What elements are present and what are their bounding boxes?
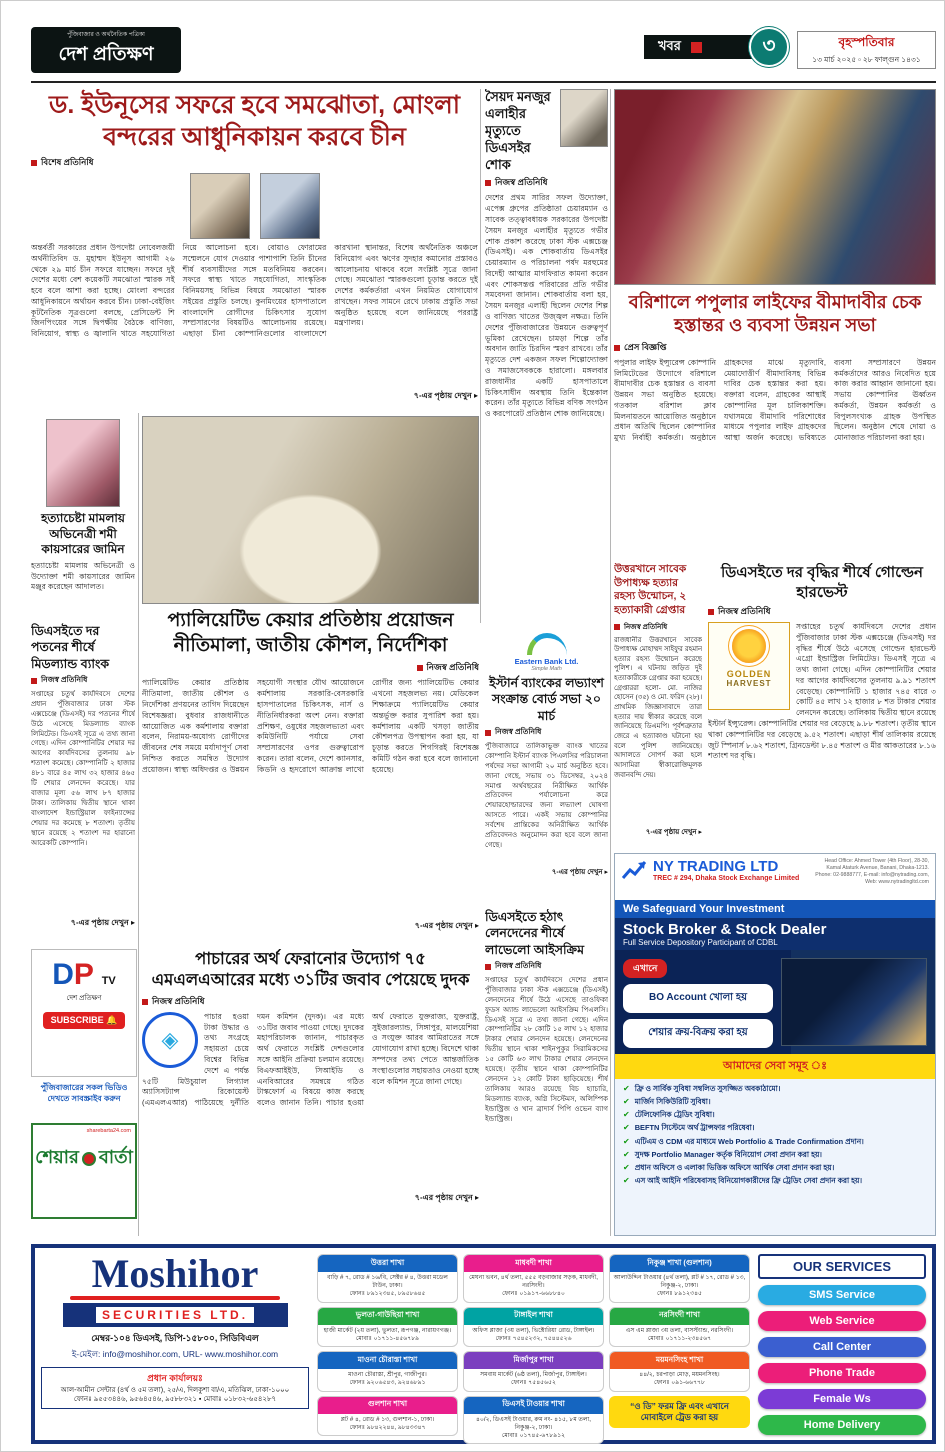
golden-byline: নিজস্ব প্রতিনিধি: [708, 605, 936, 619]
byline-bullet-icon: [485, 730, 491, 736]
ny-service-item: ✔ সুদক্ষ Portfolio Manager কর্তৃক বিনিয়োগ সেবা প্রদান করা হয়।: [623, 1149, 822, 1159]
web-service-button[interactable]: Web Service: [758, 1311, 926, 1331]
newspaper-logo: [31, 27, 181, 73]
shomi-body: হত্যাচেষ্টা মামলায় অভিনেত্রী ও উদ্যোক্তা শমী কায়সারের জামিন মঞ্জুর করেছেন আদালত।: [31, 560, 135, 592]
article-palliative: [142, 609, 479, 944]
lead-photos: [31, 173, 478, 239]
moshihor-head-office: প্রধান কার্যালয়ঃ আল-আমীন সেন্টার (৪র্থ ও ৫ম তলা), ২৫/এ, দিলকুশা বা/এ, মতিঝিল, ঢাকা-১০০০ ফোনঃ ৯৫৫৩৪৪৬, ৯৫৬৪৫৪৬, ৯৫৮৮৩২১ ▪ মোবাঃ ০১৮৩২-৬৫৪২৮৭: [41, 1367, 309, 1409]
golden-harvest-logo: GOLDEN HARVEST: [708, 622, 790, 710]
branch-card: টাঙ্গাইল শাখা অফিস প্লাজা (৩য় তলা), ভিক্টোরিয়া রোড, টাঙ্গাইল। ফোনঃ ৭৫৪৫২৩২, ৭৫৪৪৫২৬: [463, 1307, 604, 1347]
continued-marker: ৭-এর পৃষ্ঠায় দেখুন ▸: [645, 828, 702, 836]
ny-service-item: ✔ এস আই আইনি পরিষেবাসহ বিনিয়োগকারীদের ফ্রি ট্রেডিং সেবা প্রদান করা হয়।: [623, 1175, 863, 1185]
continued-marker: ৭-এর পৃষ্ঠায় দেখুন ▸: [414, 921, 479, 931]
article-eastern: [485, 633, 608, 903]
day-name: বৃহস্পতিবার: [838, 35, 895, 49]
check-icon: ✔: [623, 1175, 630, 1185]
palliative-headline: প্যালিয়েটিভ কেয়ার প্রতিষ্ঠায় প্রয়োজন নীতিমালা, জাতীয় কৌশল, নির্দেশিকা: [167, 610, 454, 656]
uttarkhan-byline: নিজস্ব প্রতিনিধি: [614, 621, 702, 633]
lovello-byline: নিজস্ব প্রতিনিধি: [485, 961, 608, 973]
article-lead: [31, 89, 478, 401]
manjur-elahi-photo: [560, 89, 608, 147]
article-midland: [31, 623, 135, 941]
page-number-badge: ৩: [749, 27, 789, 67]
populer-byline: প্রেস বিজ্ঞপ্তি: [614, 341, 936, 355]
ny-service-item: ✔ টেলিফোনিক ট্রেডিং সুবিধা।: [623, 1110, 715, 1120]
eastern-byline: নিজস্ব প্রতিনিধি: [485, 727, 608, 739]
ny-here-label: এখানে: [623, 959, 667, 978]
ny-service-item: ✔ BEFTN সিস্টেমে অর্থ ট্রান্সফার পরিষেবা।: [623, 1123, 755, 1133]
byline-bullet-icon: [485, 964, 491, 970]
byline-bullet-icon: [31, 160, 37, 166]
shomi-kaiser-photo: [46, 419, 120, 507]
moshihor-brand-block: [41, 1251, 309, 1434]
dptv-logo: DP TV: [52, 958, 116, 991]
check-icon: ✔: [623, 1149, 630, 1159]
branch-card: মির্জাপুর শাখা সমবায় মার্কেট (৬ষ্ঠ তলা), মির্জাপুর, টাঙ্গাইল। ফোনঃ ৭৫৪৫৬৫২: [463, 1351, 604, 1391]
uttarkhan-headline: উত্তরখানে সাবেক উপাধ্যক্ষ হত্যার রহস্য উন্মোচন, ২ হত্যাকারী গ্রেপ্তার: [614, 563, 687, 616]
moshihor-email-line[interactable]: ই-মেইল: info@moshihor.com, URL- www.moshihor.com: [71, 1349, 279, 1359]
eastern-bank-logo: Eastern Bank Ltd. Simple Math: [485, 633, 608, 672]
branch-card: ডিএসই টাওয়ার শাখা ৪০/২, ডিএসই টাওয়ার, রুম নং- ৪১৫, ৮ম তলা, নিকুঞ্জ-২, ঢাকা। মোবাঃ ০১৭৪৫-৬৭৮৯১২: [463, 1396, 604, 1445]
female-ws-button[interactable]: Female Ws: [758, 1389, 926, 1409]
date-line: ১৩ মার্চ ২০২৫ ▫ ২৮ ফাল্গুন ১৪৩১: [812, 55, 921, 64]
our-services-title: OUR SERVICES: [758, 1254, 926, 1279]
article-shomi: [31, 419, 135, 615]
red-square-icon: [691, 42, 702, 53]
lead-body: অন্তর্বর্তী সরকারের প্রধান উপদেষ্টা নোবেলজয়ী অর্থনীতিবিদ ড. মুহাম্মদ ইউনূস আগামী ২৬ থেকে ২৯ মার্চ চীন সফরে যাচ্ছেন। সফরে দুই দেশের মধ্যে বেশ কয়েকটি সমঝোতা স্মারক সই হবে বলে আশা করা হচ্ছে। মোংলা বন্দরের আধুনিকায়নে অর্থায়ন করবে চীন। ঢাকা-বেইজিং কূটনৈতিক সূত্রগুলো বলছে, প্রেসিডেন্ট শি জিনপিংয়ের সঙ্গে দ্বিপক্ষীয় বৈঠকে বাণিজ্য, বিনিয়োগ, স্বাস্থ্য ও জ্বালানি খাতে সহযোগিতা নিয়ে আলোচনা হবে। বোয়াও ফোরামের সম্মেলনে যোগ দেওয়ার পাশাপাশি তিনি চীনের শীর্ষ ব্যবসায়ীদের সঙ্গে মতবিনিময় করবেন। সফরে স্বাস্থ্য খাতে সহযোগিতা, সাংস্কৃতিক বিনিময়সহ বিভিন্ন বিষয়ে সমঝোতা স্মারক সইয়ের প্রস্তুতি চলছে। কুনমিংয়ের হাসপাতালে বাংলাদেশি রোগীদের চিকিৎসার সুযোগ সম্প্রসারণের বিষয়টিও আলোচনায় রয়েছে। এছাড়া চীনা কোম্পানিগুলোর বাংলাদেশে কারখানা স্থানান্তর, বিশেষ অর্থনৈতিক অঞ্চলে বিনিয়োগ এবং ঋণের সুদহার কমানোর প্রস্তাবও আলোচনায় থাকবে বলে সংশ্লিষ্ট সূত্রে জানা গেছে। সমঝোতা স্মারকগুলো চূড়ান্ত করতে দুই দেশের কর্মকর্তারা এখন নিয়মিত যোগাযোগ রাখছেন। সফর সামনে রেখে ঢাকায় প্রস্তুতি সভা অনুষ্ঠিত হয়েছে বলে জানিয়েছে পররাষ্ট্র মন্ত্রণালয়।: [31, 243, 478, 339]
byline-bullet-icon: [417, 665, 423, 671]
dudok-headline: পাচারের অর্থ ফেরানোর উদ্যোগ ৭৫ এমএলএআরের মধ্যে ৩১টির জবাব পেয়েছে দুদক: [151, 950, 470, 990]
midland-headline: ডিএসইতে দর পতনের শীর্ষে মিডল্যান্ড ব্যাংক: [31, 624, 110, 671]
dptv-caption: পুঁজিবাজারের সকল ভিডিও দেখতে সাবস্ক্রাইব করুন: [40, 1083, 128, 1103]
palliative-byline: নিজস্ব প্রতিনিধি: [142, 661, 479, 675]
obituary-headline: সৈয়দ মনজুর এলাহীর মৃত্যুতে ডিএসইর শোক: [485, 89, 551, 172]
check-icon: ✔: [623, 1097, 630, 1107]
branch-card: ভুলতা-গাউছিয়া শাখা হাজী মার্কেট (২য় তলা), ভুলতা, রূপগঞ্জ, নারায়ণগঞ্জ। মোবাঃ ০১৭১১-৪৫৬৭৮৯: [317, 1307, 458, 1347]
check-icon: ✔: [623, 1136, 630, 1146]
ny-trading-name: NY TRADING LTD: [653, 858, 779, 875]
our-services-block: [758, 1254, 926, 1434]
sharebarta-logo-icon: [82, 1152, 96, 1166]
midland-body: সপ্তাহের চতুর্থ কার্যদিবসে দেশের প্রধান পুঁজিবাজার ঢাকা স্টক এক্সচেঞ্জে (ডিএসই) দর পতনের শীর্ষে উঠে এসেছে মিডল্যান্ড ব্যাংক লিমিটেড। ডিএসই সূত্রে এ তথ্য জানা গেছে। এদিন কোম্পানিটির শেয়ার দর আগের কার্যদিবসের তুলনায় ৯৮ শতাংশ কমেছে। কোম্পানিটি ২ হাজার ৪৮১ বারে ৪৫ লাখ ৩২ হাজার ৪৬৫ টি শেয়ার লেনদেন করেছে। যার বাজার মূল্য ৫৬ লাখ ৮৭ হাজার টাকা। তালিকায় দ্বিতীয় স্থানে থাকা বাংলাদেশ ইন্ডাস্ট্রিয়াল ফাইন্যান্সের শেয়ার দর কমেছে ৮ শতাংশ। তৃতীয় স্থানে রয়েছে ২ শতাংশ দর হারানো আরেকটি কোম্পানি।: [31, 690, 135, 847]
phone-trade-button[interactable]: Phone Trade: [758, 1363, 926, 1383]
ny-tagline-1: We Safeguard Your Investment: [615, 900, 935, 918]
lovello-body: সপ্তাহের চতুর্থ কার্যদিবসে দেশের প্রধান পুঁজিবাজার ঢাকা স্টক এক্সচেঞ্জে (ডিএসই) লেনদেনের শীর্ষে উঠে এসেছে তাওফিকা ফুডস অ্যান্ড লাভেলো আইসক্রিম পিএলসি। ডিএসই সূত্রে এ তথ্য জানা গেছে। এদিন কোম্পানিটির ২৮ কোটি ১৫ লাখ ১২ হাজার টাকার শেয়ার লেনদেন হয়েছে। লেনদেনের দ্বিতীয় স্থানে থাকা শাইনপুকুর সিরামিকসের ১৫ কোটি ৬৩ লাখ টাকার শেয়ার লেনদেন হয়েছে। তৃতীয় স্থানে থাকা কোম্পানিটির লেনদেন ১২ কোটি টাকা ছাড়িয়েছে। শীর্ষ তালিকায় আরও রয়েছে বিচ হ্যাচারি, মিডল্যান্ড ব্যাংক, অগ্নি সিস্টেমস, অলিম্পিক ইন্ডাস্ট্রিজ ও খান ব্রাদার্স পিপি ওভেন ব্যাগ ইন্ডাস্ট্রিজ।: [485, 976, 608, 1123]
moshihor-name: Moshihor: [91, 1251, 259, 1296]
midland-byline: নিজস্ব প্রতিনিধি: [31, 675, 135, 687]
column-divider: [610, 89, 611, 1236]
article-uttarkhan: [614, 563, 702, 849]
ny-bo-account-box: BO Account খোলা হয়: [623, 984, 773, 1013]
golden-body: সপ্তাহের চতুর্থ কার্যদিবসে দেশের প্রধান পুঁজিবাজার ঢাকা স্টক এক্সচেঞ্জে (ডিএসই) দর বৃদ্ধির শীর্ষে উঠে এসেছে গোল্ডেন হারভেস্ট এগ্রো ইন্ডাস্ট্রিজ লিমিটেড। ডিএসই সূত্রে এ তথ্য জানা গেছে। এদিন কোম্পানিটির শেয়ার দর আগের কার্যদিবসের তুলনায় ৯.৯১ শতাংশ বেড়েছে। কোম্পানিটি ১ হাজার ৭৪৫ বারে ৩ কোটি ৪৫ লাখ ১২ হাজার ৮ শত টাকার শেয়ার লেনদেন করেছে। তালিকায় দ্বিতীয় স্থানে রয়েছে ইস্টার্ন ইন্স্যুরেন্স। কোম্পানিটির শেয়ার দর বেড়েছে ৯.৮৮ শতাংশ। তৃতীয় স্থানে থাকা কোম্পানিটির দর বেড়েছে ৯.৫২ শতাংশ। এছাড়া শীর্ষ তালিকায় রয়েছে জুট স্পিনার্স ৮.৬২ শতাংশ, গ্রিনডেল্টা ৮.৪৫ শতাংশ ও মীর আকতারের ৮.১৬ শতাংশ দর বৃদ্ধি।: [708, 622, 936, 761]
dudok-byline: নিজস্ব প্রতিনিধি: [142, 995, 479, 1009]
golden-headline: ডিএসইতে দর বৃদ্ধির শীর্ষে গোল্ডেন হারভেস্ট: [720, 564, 924, 601]
moshihor-subbrand: SECURITIES LTD.: [63, 1303, 288, 1327]
article-obituary: [485, 89, 608, 623]
continued-marker: ৭-এর পৃষ্ঠায় দেখুন ▸: [551, 868, 608, 876]
branch-card: উত্তরা শাখা বাড়ি # ৭, রোড # ১৬/বি, সেক্টর # ৪, উত্তরা মডেল টাউন, ঢাকা। ফোনঃ ৮৯১২৩৪৫, ৮৯৫৮৬৪৫: [317, 1254, 458, 1303]
sharebarta-name-1: শেয়ার: [35, 1147, 79, 1167]
sms-service-button[interactable]: SMS Service: [758, 1285, 926, 1305]
check-icon: ✔: [623, 1110, 630, 1120]
byline-bullet-icon: [485, 180, 491, 186]
newspaper-name: দেশ প্রতিক্ষণ: [58, 43, 154, 65]
ny-service-item: ✔ প্রধান অফিসে ও এলাকা ভিত্তিক অফিসে আর্থিক সেবা প্রদান করা হয়।: [623, 1162, 835, 1172]
continued-marker: ৭-এর পৃষ্ঠায় দেখুন ▸: [414, 1192, 479, 1202]
lovello-headline: ডিএসইতে হঠাৎ লেনদেনের শীর্ষে লাভেলো আইসক্রিম: [485, 910, 585, 957]
growth-arrow-icon: [621, 858, 647, 882]
home-delivery-button[interactable]: Home Delivery: [758, 1415, 926, 1435]
moshihor-member-line: মেম্বর-১০৪ ডিএসই, ডিপি-১৫৮০০, সিডিবিএল: [91, 1333, 259, 1343]
lead-headline: ড. ইউনূসের সফরে হবে সমঝোতা, মোংলা বন্দরের আধুনিকায়ন করবে চীন: [49, 91, 460, 151]
ny-trading-ad: [614, 853, 936, 1236]
ny-phone-hand-photo: [781, 958, 927, 1046]
ny-services-title: আমাদের সেবা সমূহ ঃ: [615, 1054, 935, 1079]
byline-bullet-icon: [142, 999, 148, 1005]
byline-bullet-icon: [708, 609, 714, 615]
subscribe-button[interactable]: SUBSCRIBE 🔔: [43, 1012, 126, 1029]
check-icon: ✔: [623, 1162, 630, 1172]
article-dudok: [142, 949, 479, 1236]
od-form-note: “ও ডি” ফরম ফ্রি এবং এখানে মোবাইলে ট্রেড করা হয়: [609, 1396, 750, 1429]
sharebarta-name-2: বার্তা: [98, 1147, 133, 1167]
xi-jinping-photo: [260, 173, 320, 239]
branch-card: নিকুঞ্জ শাখা (গুলশান) আলাউদ্দিন টাওয়ার (৪র্থ তলা), প্লট # ১৭, রোড # ১৩, নিকুঞ্জ-২, ঢাকা। ফোনঃ ৮৯১২৩৪৫: [609, 1254, 750, 1303]
dudak-logo: ◈: [142, 1012, 198, 1068]
palliative-body: প্যালিয়েটিভ কেয়ার প্রতিষ্ঠায় নীতিমালা, জাতীয় কৌশল ও নির্দেশিকা প্রণয়নের তাগিদ দিয়েছেন বিশেষজ্ঞরা। বুধবার রাজধানীতে আয়োজিত এক কর্মশালায় বক্তারা বলেন, নিরাময়-অযোগ্য রোগীদের জীবনের শেষ সময়ে মর্যাদাপূর্ণ সেবা নিশ্চিত করতে সমন্বিত উদ্যোগ প্রয়োজন। স্বাস্থ্য অধিদপ্তর ও উন্নয়ন সহযোগী সংস্থার যৌথ আয়োজনে কর্মশালায় সরকারি-বেসরকারি হাসপাতালের চিকিৎসক, নার্স ও নীতিনির্ধারকরা অংশ নেন। বক্তারা প্রশিক্ষণ, ওষুধের সহজলভ্যতা এবং কমিউনিটি পর্যায়ে সেবা সম্প্রসারণের ওপর গুরুত্বারোপ করেন। তারা বলেন, দেশে ক্যানসার, কিডনি ও হৃদরোগে আক্রান্ত লাখো রোগীর জন্য প্যালিয়েটিভ কেয়ার এখনো সহজলভ্য নয়। মেডিকেল শিক্ষাক্রমে প্যালিয়েটিভ কেয়ার অন্তর্ভুক্ত করার সুপারিশ করা হয়। কর্মশালায় একটি খসড়া জাতীয় কৌশলপত্র উপস্থাপন করা হয়, যা চূড়ান্ত করতে শিগগিরই বিশেষজ্ঞ কমিটি গঠন করা হবে বলে জানানো হয়েছে।: [142, 678, 479, 774]
ny-service-item: ✔ ফ্রি ও সার্বিক সুবিধা সম্বলিত সুসজ্জিত অবকাঠামো।: [623, 1084, 781, 1093]
uttarkhan-body: রাজধানীর উত্তরখানে সাবেক উপাধ্যক্ষ মোহাম্মদ সাইফুর রহমান হত্যার রহস্য উন্মোচন করেছে পুলিশ। এ ঘটনায় জড়িত দুই হত্যাকারীকে গ্রেপ্তার করা হয়েছে। গ্রেপ্তাররা হলো- মো. নাজির হোসেন (৩৫) ও মো. ফরিদ (২৮)। প্রাথমিক জিজ্ঞাসাবাদে তারা হত্যার দায় স্বীকার করেছে বলে জানিয়েছে ডিএমপি। পূর্বশত্রুতার জেরে এ হত্যাকাণ্ড ঘটানো হয় বলে পুলিশ জানিয়েছে। আদালতে সোপর্দ করা হলে আসামিরা স্বীকারোক্তিমূলক জবানবন্দি দেয়।: [614, 636, 702, 779]
yunus-photo: [190, 173, 250, 239]
byline-bullet-icon: [31, 678, 37, 684]
lead-byline: বিশেষ প্রতিনিধি: [31, 156, 478, 170]
brand-underline: [70, 1296, 280, 1300]
moshihor-branches: [317, 1254, 750, 1439]
populer-body: পপুলার লাইফ ইন্স্যুরেন্স কোম্পানি লিমিটেডের উদ্যোগে বরিশালে বীমাদাবীর চেক হস্তান্তর ও ব্যবসা উন্নয়ন সভা অনুষ্ঠিত হয়েছে। গতকাল বরিশাল ক্লাব মিলনায়তনে আয়োজিত অনুষ্ঠানে প্রধান অতিথি ছিলেন কোম্পানির মুখ্য নির্বাহী কর্মকর্তা। অনুষ্ঠানে গ্রাহকদের মাঝে মৃত্যুদাবি, মেয়াদোত্তীর্ণ বীমাদাবিসহ বিভিন্ন দাবির চেক হস্তান্তর করা হয়। বক্তারা বলেন, গ্রাহকের আস্থাই কোম্পানির মূল চালিকাশক্তি। যথাসময়ে বীমাদাবি পরিশোধের মাধ্যমে পপুলার লাইফ গ্রাহকদের আস্থা অর্জন করেছে। ভবিষ্যতে ব্যবসা সম্প্রসারণে উন্নয়ন কর্মকর্তাদের আরও নিবেদিত হয়ে কাজ করার আহ্বান জানানো হয়। সভায় কোম্পানির ঊর্ধ্বতন কর্মকর্তা, উন্নয়ন কর্মকর্তা ও বিপুলসংখ্যক গ্রাহক উপস্থিত ছিলেন। অনুষ্ঠান শেষে দোয়া ও মোনাজাত পরিচালনা করা হয়।: [614, 357, 936, 443]
obituary-body: দেশের প্রথম সারির সফল উদ্যোক্তা, এপেক্স গ্রুপের প্রতিষ্ঠাতা চেয়ারম্যান ও সাবেক তত্ত্বাবধায়ক সরকারের উপদেষ্টা সৈয়দ মনজুর এলাহীর মৃত্যুতে গভীর শোক প্রকাশ করেছে ঢাকা স্টক এক্সচেঞ্জ (ডিএসই)। এক শোকবার্তায় ডিএসইর চেয়ারম্যান ও পরিচালনা পর্ষদ মরহুমের বিদেহী আত্মার মাগফিরাত কামনা করেন এবং শোকসন্তপ্ত পরিবারের প্রতি গভীর সমবেদনা জানান। শোকবার্তায় বলা হয়, সৈয়দ মনজুর এলাহী ছিলেন দেশের শিল্প ও বাণিজ্য খাতের উজ্জ্বল নক্ষত্র। তিনি দেশের পুঁজিবাজারের উন্নয়নে গুরুত্বপূর্ণ ভূমিকা রেখেছেন। চামড়া শিল্পে তাঁর অবদান জাতি চিরদিন স্মরণ রাখবে। তাঁর মৃত্যুতে দেশ একজন সফল শিল্পোদ্যোক্তা ও সমাজসেবককে হারালো। মঙ্গলবার রাজধানীর একটি হাসপাতালে চিকিৎসাধীন অবস্থায় তিনি ইন্তেকাল করেন। তাঁর মৃত্যুতে বিভিন্ন বণিক সংগঠন ও করপোরেট প্রতিষ্ঠান শোক জানিয়েছে।: [485, 193, 608, 419]
populer-headline: বরিশালে পপুলার লাইফের বীমাদাবীর চেক হস্তান্তর ও ব্যবসা উন্নয়ন সভা: [628, 292, 922, 336]
ny-service-item: ✔ এটিএম ও CDM এর মাধ্যমে Web Portfolio & Trade Confirmation প্রদান।: [623, 1136, 864, 1146]
branch-card: নরসিংদী শাখা এস এম প্লাজা ৩য় তলা, বাসস্ট্যান্ড, নরসিংদী। মোবাঃ ০১৭১১-২৩৪৫৬৭: [609, 1307, 750, 1347]
moshihor-ad: [31, 1244, 936, 1444]
byline-bullet-icon: [614, 345, 620, 351]
newspaper-tagline: পুঁজিবাজার ও অর্থনৈতিক পত্রিকা: [67, 31, 145, 38]
column-divider: [480, 89, 481, 623]
article-golden: [708, 563, 936, 849]
ny-services-list: [615, 1079, 935, 1194]
check-icon: ✔: [623, 1123, 630, 1133]
ny-service-item: ✔ মার্জিন সিকিউরিটি সুবিধা।: [623, 1097, 711, 1107]
dudok-body: পাচার হওয়া টাকা উদ্ধার ও তথ্য সংগ্রহে সহায়তা চেয়ে বিশ্বের বিভিন্ন দেশে এ পর্যন্ত ৭৫টি মিউচুয়াল লিগ্যাল অ্যাসিসট্যান্স রিকোয়েস্ট (এমএলএআর) পাঠিয়েছে দুর্নীতি দমন কমিশন (দুদক)। এর মধ্যে ৩১টির জবাব পাওয়া গেছে। দুদকের মহাপরিচালক জানান, পাচারকৃত অর্থ ফেরাতে সংশ্লিষ্ট দেশগুলোর সঙ্গে আইনি প্রক্রিয়া চলমান রয়েছে। বিএফআইইউ, সিআইডি ও এনবিআরের সমন্বয়ে গঠিত টাস্কফোর্স এ বিষয়ে কাজ করছে বলেও জানান তিনি। পাচার হওয়া অর্থ ফেরাতে যুক্তরাজ্য, যুক্তরাষ্ট্র, সুইজারল্যান্ড, সিঙ্গাপুর, মালয়েশিয়া ও সংযুক্ত আরব আমিরাতের সঙ্গে যোগাযোগ রাখা হচ্ছে। বিদেশে থাকা সম্পদের তথ্য পেতে আন্তর্জাতিক সংস্থাগুলোর সহায়তাও নেওয়া হচ্ছে বলে কমিশন সূত্রে জানা গেছে।: [142, 1011, 479, 1108]
obituary-byline: নিজস্ব প্রতিনিধি: [485, 176, 608, 190]
branch-card: মাধবদী শাখা মেঘনা ভবন, ৪র্থ তলা, ৫৫৫ বড়বাজার সড়ক, মাধবদী, নরসিংদী। ফোনঃ ০১৯১৭-৬৬৮৮৪০: [463, 1254, 604, 1303]
check-icon: ✔: [623, 1084, 630, 1093]
byline-bullet-icon: [614, 624, 620, 630]
eb-arcs-icon: [527, 633, 567, 655]
dptv-ad: [31, 949, 137, 1077]
ny-trade-box: শেয়ার ক্রয়-বিক্রয় করা হয়: [623, 1019, 773, 1048]
branch-card: ময়মনসিংহ শাখা ৪৪/২, চরপাড়া মোড়, ময়মনসিংহ। ফোনঃ ০৯১-৬৬৭৭৮: [609, 1351, 750, 1391]
sharebarta-site[interactable]: sharebarta24.com: [86, 1128, 131, 1134]
palliative-conference-photo: [142, 416, 479, 604]
date-box: [797, 31, 936, 69]
masthead-rule: [31, 81, 936, 83]
ny-tagline-2: Stock Broker & Stock Dealer Full Service Depository Participant of CDBL: [615, 918, 935, 950]
populer-event-photo: [614, 89, 936, 285]
call-center-button[interactable]: Call Center: [758, 1337, 926, 1357]
continued-marker: ৭-এর পৃষ্ঠায় দেখুন ▸: [413, 391, 478, 400]
section-bar: [644, 35, 760, 59]
continued-marker: ৭-এর পৃষ্ঠায় দেখুন ▸: [70, 917, 135, 927]
sharebarta-ad: [31, 1123, 137, 1219]
article-lovello: [485, 909, 608, 1236]
ny-address: Head Office: Ahmed Tower (4th Floor), 28-30, Kamal Ataturk Avenue, Banani, Dhaka-1213. Phone: 02-9888777, E-mail: info@nytrading.com, Web: www.nytradingltd.com: [815, 858, 929, 886]
ny-trec-line: TREC # 294, Dhaka Stock Exchange Limited: [653, 875, 800, 882]
section-label: খবর: [658, 37, 681, 53]
branch-card: গুলশান শাখা প্লট # ৪, রোড # ১৩, গুলশান-১, ঢাকা। ফোনঃ ৯৮৪২২৪৪, ৯৮৪৩৩৪৭: [317, 1396, 458, 1436]
sun-icon: [732, 629, 766, 663]
eastern-headline: ইস্টার্ন ব্যাংকের লভ্যাংশ সংক্রান্ত বোর্ড সভা ২০ মার্চ: [489, 676, 604, 723]
article-populer: [614, 291, 936, 559]
column-divider: [138, 413, 139, 1236]
branch-card: মাওনা চৌরাস্তা শাখা মাওনা চৌরাস্তা, শ্রীপুর, গাজীপুর। ফোনঃ ৯২০৬৫৪৩, ৯২৪৬৮৯১: [317, 1351, 458, 1391]
shomi-headline: হত্যাচেষ্টা মামলায় অভিনেত্রী শমী কায়সারের জামিন: [41, 511, 125, 557]
dptv-brand-text: দেশ প্রতিক্ষণ: [66, 995, 102, 1002]
eastern-body: পুঁজিবাজারে তালিকাভুক্ত ব্যাংক খাতের কোম্পানি ইস্টার্ন ব্যাংক পিএলসির পরিচালনা পর্ষদের সভা আগামী ২০ মার্চ অনুষ্ঠিত হবে। জানা গেছে, সভায় ৩১ ডিসেম্বর, ২০২৪ সমাপ্ত অর্থবছরের নিরীক্ষিত আর্থিক প্রতিবেদন পর্যালোচনা করে শেয়ারহোল্ডারদের জন্য লভ্যাংশ ঘোষণা আসতে পারে। একই সভায় কোম্পানির সর্বশেষ প্রান্তিকের অনিরীক্ষিত আর্থিক প্রতিবেদনও অনুমোদন করা হবে বলে জানা গেছে।: [485, 742, 608, 850]
